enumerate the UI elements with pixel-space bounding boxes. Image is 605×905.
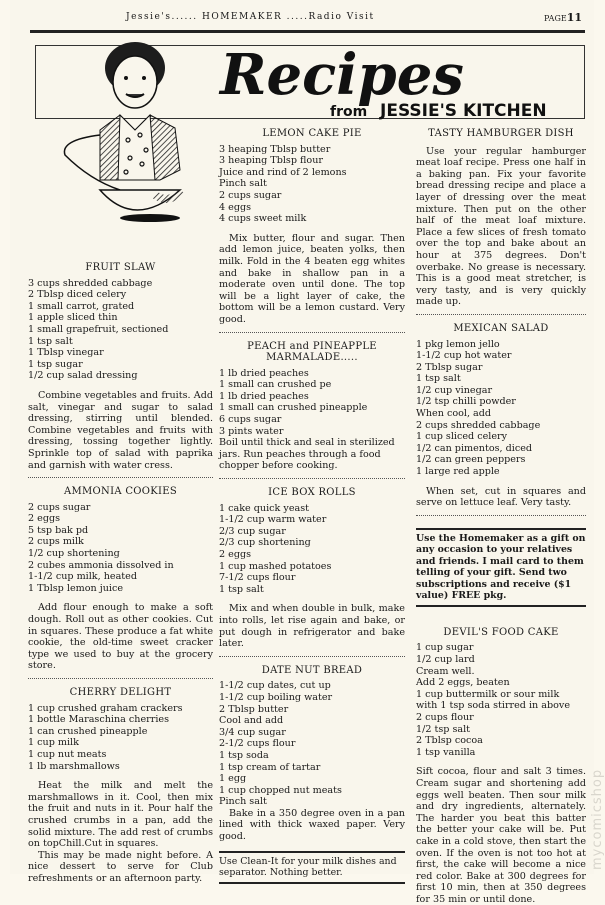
ingredient: 1 lb dried peaches: [219, 390, 309, 402]
ingredient-list: [416, 339, 586, 478]
ingredient: 1 cup nut meats: [28, 748, 107, 760]
recipe-ice-box-rolls: [219, 487, 405, 650]
ingredient: 1 bottle Maraschina cherries: [28, 714, 169, 726]
recipe-mexican-salad: [416, 323, 586, 509]
recipe-title: FRUIT SLAW: [85, 262, 156, 273]
ingredient: 1 Tblsp vinegar: [28, 347, 104, 359]
column-left: [28, 262, 213, 885]
ingredient: 1/2 cup lard: [416, 654, 475, 665]
ingredient: 2 eggs: [219, 549, 252, 560]
ingredient: 1/2 cup salad dressing: [28, 370, 138, 382]
ingredient: 1 Tblsp lemon juice: [28, 582, 123, 594]
logo-kitchen: JESSIE'S KITCHEN: [380, 101, 547, 121]
ingredient: 7-1/2 cups flour: [219, 572, 296, 584]
ingredient: 1/2 cup shortening: [28, 548, 120, 560]
recipe-tasty-hamburger: [416, 128, 586, 308]
directions: Bake in a 350 degree oven in a pan lined with thick waxed paper. Very good.: [219, 807, 405, 843]
ingredient: 1/2 tsp chilli powder: [416, 396, 516, 408]
ingredient: 1 small grapefruit, sectioned: [28, 323, 169, 335]
dotted-divider: [219, 656, 405, 657]
ingredient: 1 cup sliced celery: [416, 431, 508, 443]
dotted-divider: [28, 678, 213, 679]
ingredient: 1 can crushed pineapple: [28, 725, 148, 737]
dotted-divider: [28, 477, 213, 478]
directions: Mix and when double in bulk, make into rolls, let rise again and bake, or put dough in refrigerator and bake later.: [219, 603, 405, 650]
recipe-ammonia-cookies: [28, 486, 213, 672]
watermark: mycomicshop: [590, 768, 605, 870]
logo-from: from: [330, 104, 368, 120]
ingredient: 1-1/2 cup milk, heated: [28, 571, 137, 583]
dotted-divider: [416, 314, 586, 315]
ingredient: Cream well.: [416, 665, 475, 677]
ingredient: 1/2 tsp salt: [416, 723, 471, 735]
ingredient: 2 eggs: [28, 513, 61, 525]
ingredient: When cool, add: [416, 408, 492, 420]
ingredient: 1 apple sliced thin: [28, 312, 118, 324]
recipe-title: PEACH and PINEAPPLE MARMALADE.....: [247, 340, 377, 364]
ingredient-list: [219, 144, 405, 225]
ingredient: 1 tsp salt: [28, 335, 73, 347]
ingredient-list: [219, 680, 405, 808]
ingredient: 1 cup sugar: [416, 642, 474, 654]
ingredient: 1/2 can pimentos, diced: [416, 442, 533, 454]
ingredient: 2/3 cup shortening: [219, 537, 311, 549]
recipe-lemon-cake-pie: [219, 128, 405, 326]
ingredient: 1 tsp vanilla: [416, 746, 476, 758]
ingredient: Cool and add: [219, 715, 284, 727]
recipe-title: AMMONIA COOKIES: [63, 486, 178, 498]
ingredient: 2 Tblsp sugar: [416, 361, 483, 373]
ingredient: with 1 tsp soda stirred in above: [416, 700, 571, 712]
recipe-peach-marmalade: [219, 341, 405, 473]
ingredient-list: [219, 503, 405, 596]
directions: When set, cut in squares and serve on lettuce leaf. Very tasty.: [416, 485, 586, 509]
recipe-title: DATE NUT BREAD: [261, 664, 363, 676]
recipe-fruit-slaw: [28, 262, 213, 471]
directions: Sift cocoa, flour and salt 3 times. Cream sugar and shortening add eggs well beaten. Then sour milk and dry ingredients, alternately. The harder you beat this batter the better your cake will be. Put cake in a cold stove, then start the oven. If the oven is not too hot at first, the cake will become a nice red color. Bake at 300 degrees for first 10 min, then at 350 degrees for 35 min or until done.: [416, 766, 586, 905]
ingredient: 1 small carrot, grated: [28, 300, 135, 312]
ingredient: 2 cubes ammonia dissolved in: [28, 559, 174, 571]
page-label: PAGE: [544, 14, 567, 23]
running-header: [26, 12, 582, 28]
ingredient: 1 cup buttermilk or sour milk: [416, 688, 560, 700]
ingredient: 4 cups sweet milk: [219, 213, 307, 225]
ingredient: 2-1/2 cups flour: [219, 738, 296, 750]
page-number-value: 11: [566, 11, 582, 24]
ingredient: 1 tsp salt: [219, 583, 264, 595]
ingredient: 2 Tblsp butter: [219, 703, 289, 715]
ingredient-list: [28, 703, 213, 773]
ingredient: 2 Tblsp diced celery: [28, 289, 127, 301]
recipe-title: LEMON CAKE PIE: [262, 128, 362, 139]
directions: Mix butter, flour and sugar. Then add lemon juice, beaten yolks, then milk. Fold in the 4 beaten egg whites and bake in shallow pan in a moderate oven until done. The top will be a light layer of cake, the bottom will be a lemon custard. Very good.: [219, 232, 405, 325]
column-middle: [219, 128, 405, 884]
ingredient: 1-1/2 cup boiling water: [219, 691, 333, 703]
recipe-note: This may be made night before. A nice dessert to serve for Club refreshments or an afternoon party.: [28, 849, 213, 884]
logo-script: Recipes: [220, 42, 464, 108]
ingredient: 1 cup mashed potatoes: [219, 560, 332, 572]
recipe-title: MEXICAN SALAD: [453, 322, 549, 334]
ingredient: 2 cups sugar: [219, 189, 282, 201]
ingredient: Pinch salt: [219, 178, 267, 190]
dotted-divider: [219, 478, 405, 479]
ingredient: 1-1/2 cup dates, cut up: [219, 680, 331, 692]
recipe-date-nut-bread: [219, 665, 405, 843]
recipe-title: DEVIL'S FOOD CAKE: [443, 626, 559, 638]
ingredient: 1 pkg lemon jello: [416, 338, 500, 350]
ingredient: 2 cups sugar: [28, 501, 91, 513]
ingredient: 4 eggs: [219, 201, 252, 213]
ingredient: 1/2 cup vinegar: [416, 384, 493, 396]
header-rule: [30, 30, 585, 33]
ingredient: 2 cups flour: [416, 711, 474, 723]
ingredient: Boil until thick and seal in sterilized jars. Run peaches through a food chopper before cooking.: [219, 437, 395, 472]
ingredient: 1-1/2 cup warm water: [219, 514, 327, 526]
ingredient: Juice and rind of 2 lemons: [219, 166, 347, 178]
directions: Heat the milk and melt the marshmallows in it. Cool, then mix the fruit and nuts in it. Pour half the crushed crumbs in a pan, add the solid mixture. The add rest of crumbs on topChill.Cut in squares.: [28, 780, 213, 850]
magazine-page: [10, 0, 605, 905]
recipe-title: ICE BOX ROLLS: [268, 487, 356, 499]
ingredient: 6 cups sugar: [219, 414, 282, 426]
recipe-title: CHERRY DELIGHT: [69, 687, 172, 698]
dotted-divider: [219, 332, 405, 333]
clean-it-ad: Use Clean-It for your milk dishes and separator. Nothing better.: [219, 851, 405, 884]
ingredient-list: [416, 642, 586, 758]
ingredient: 1/2 can green peppers: [416, 454, 526, 466]
gift-subscription-ad: Use the Homemaker as a gift on any occasion to your relatives and friends. I mail card to them telling of your gift. Send two subscriptions and receive ($1 value) FREE pkg.: [416, 528, 586, 607]
directions: Use your regular hamburger meat loaf recipe. Press one half in a baking pan. Fix your favorite bread dressing recipe and place a layer of dressing over the meat mixture. Then put on the other half of the meat loaf mixture. Place a few slices of fresh tomato over the top and bake about an hour at 375 degrees. Don't overbake. No grease is necessary. This is a good meat stretcher, is very tasty, and is very quickly made up.: [416, 145, 586, 308]
ingredient-list: [28, 278, 213, 382]
ingredient: 1 cup chopped nut meats: [219, 784, 342, 796]
ingredient: 1 tsp salt: [416, 373, 461, 385]
ingredient: 2 cups milk: [28, 536, 84, 548]
directions: Add flour enough to make a soft dough. Roll out as other cookies. Cut in squares. These produce a fat white cookie, the old-time sweet cracker type we used to buy at the grocery store.: [28, 602, 213, 672]
recipe-cherry-delight: [28, 687, 213, 885]
ingredient: 1 egg: [219, 773, 247, 785]
ingredient: 1 small can crushed pe: [219, 379, 332, 391]
ingredient: 1 tsp soda: [219, 749, 269, 761]
recipe-devils-food-cake: [416, 627, 586, 905]
ingredient: 1 cup crushed graham crackers: [28, 702, 183, 714]
ingredient: 5 tsp bak pd: [28, 524, 89, 536]
ingredient: 1 cup milk: [28, 737, 79, 749]
ingredient-list: [219, 368, 405, 472]
ingredient: 3 heaping Tblsp flour: [219, 155, 323, 167]
ingredient: 3/4 cup sugar: [219, 726, 286, 738]
ingredient: 3 pints water: [219, 425, 284, 437]
page-number: [544, 11, 582, 24]
ingredient: 1 small can crushed pineapple: [219, 402, 368, 414]
recipe-title: TASTY HAMBURGER DISH: [428, 128, 574, 139]
directions: Combine vegetables and fruits. Add salt, vinegar and sugar to salad dressing, stirring until blended. Combine vegetables and fruits with dressing, tossing together lightly. Sprinkle top of salad with paprika and garnish with water cress.: [28, 389, 213, 471]
ingredient: 2 Tblsp cocoa: [416, 735, 483, 747]
ingredient: Pinch salt: [219, 796, 267, 808]
running-title: Jessie's...... HOMEMAKER .....Radio Visit: [126, 12, 375, 22]
ingredient: 1 lb dried peaches: [219, 367, 309, 379]
ingredient: 1-1/2 cup hot water: [416, 350, 512, 362]
ingredient: 1 tsp cream of tartar: [219, 761, 321, 773]
ingredient: 2/3 cup sugar: [219, 525, 286, 537]
dotted-divider: [416, 515, 586, 516]
chef-illustration: [40, 40, 210, 225]
ingredient: 1 large red apple: [416, 466, 500, 478]
ingredient: 2 cups shredded cabbage: [416, 419, 541, 431]
column-right: [416, 128, 586, 905]
ingredient: 3 cups shredded cabbage: [28, 277, 153, 289]
ingredient: 1 cake quick yeast: [219, 502, 310, 514]
ingredient: 1 tsp sugar: [28, 358, 83, 370]
ingredient: 3 heaping Tblsp butter: [219, 143, 331, 155]
ingredient: 1 lb marshmallows: [28, 760, 120, 772]
recipes-logo: [210, 44, 580, 120]
ingredient-list: [28, 502, 213, 595]
ingredient: Add 2 eggs, beaten: [416, 677, 510, 689]
